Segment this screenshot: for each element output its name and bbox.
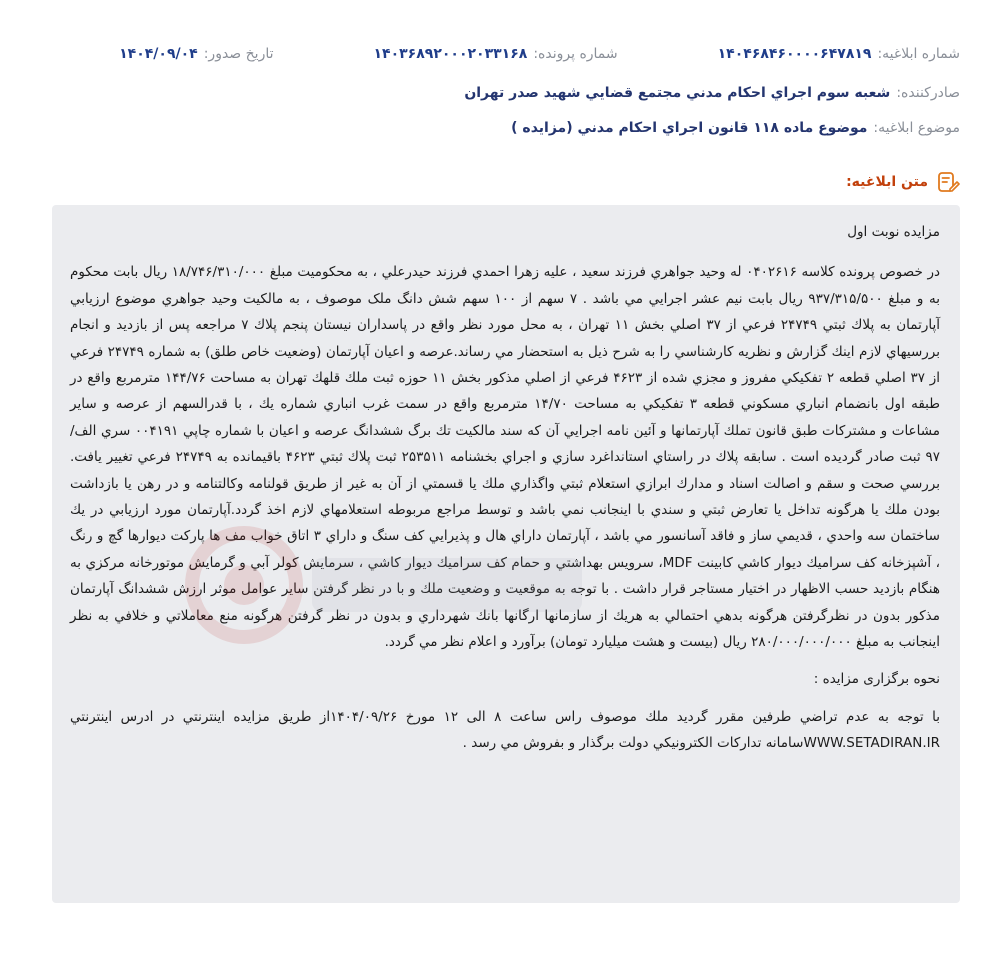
issue-date-label: تاریخ صدور: <box>203 46 274 62</box>
notice-meta-row <box>40 46 960 62</box>
subject-row <box>40 120 960 136</box>
issuer-value: شعبه سوم اجراي احكام مدني مجتمع قضايي شهيد صدر تهران <box>464 85 891 101</box>
subject-label: موضوع ابلاغیه: <box>873 120 960 136</box>
notice-number: ۱۴۰۴۶۸۴۶۰۰۰۰۶۴۷۸۱۹ <box>717 46 872 62</box>
case-number-label: شماره پرونده: <box>533 46 618 62</box>
auction-heading: مزايده نوبت اول <box>847 224 940 240</box>
notice-content-panel <box>52 205 960 903</box>
subject-value: موضوع ماده ۱۱۸ قانون اجراي احكام مدني (مزايده ) <box>511 120 868 136</box>
case-number: ۱۴۰۳۶۸۹۲۰۰۰۲۰۳۳۱۶۸ <box>373 46 528 62</box>
document-edit-icon <box>936 170 960 194</box>
notice-body-title <box>846 170 960 194</box>
notice-body-label: متن ابلاغیه: <box>846 174 928 190</box>
issuer-row <box>40 85 960 101</box>
issue-date: ۱۴۰۴/۰۹/۰۴ <box>119 46 198 62</box>
notice-number-label: شماره ابلاغیه: <box>877 46 960 62</box>
auction-method-heading: نحوه برگزاری مزایده : <box>813 670 940 687</box>
valuation-paragraph: در خصوص پرونده كلاسه ۰۴۰۲۶۱۶ له وحيد جواهري فرزند سعيد ، عليه زهرا احمدي فرزند حيدرعلي ، به محكوميت مبلغ ۱۸/۷۴۶/۳۱۰/۰۰۰ ريال بابت محكوم به و مبلغ ۹۳۷/۳۱۵/۵۰۰ ريال بابت نيم عشر اجرايي مي باشد . ۷ سهم از ۱۰۰ سهم شش دانگ ملک موصوف ، به مالكيت وحيد جواهري موضوع ارزيابي آپارتمان به پلاك ثبتي ۲۴۷۴۹ فرعي از ۳۷ اصلي بخش ۱۱ تهران ، به محل مورد نظر واقع در پاسداران نيستان پنجم پلاك ۷ مراجعه پس از بازديد و انجام بررسيهاي لازم اينك گزارش و نظريه كارشناسي را به شرح ذيل به استحضار مي رساند.عرصه و اعيان آپارتمان (وضعيت خاص طلق) به شماره ۲۴۷۴۹ فرعي از ۳۷ اصلي قطعه ۲ تفكيكي مفروز و مجزي شده از ۴۶۲۳ فرعي از اصلي مذكور بخش ۱۱ حوزه ثبت ملك قلهك تهران به مساحت ۱۴۴/۷۶ مترمربع واقع در طبقه اول بانضمام انباري مسكوني قطعه ۳ تفكيكي به مساحت ۱۴/۷۰ مترمربع واقع در سمت غرب انباري شماره يك ، با قدرالسهم از عرصه و ساير مشاعات و مشتركات طبق قانون تملك آپارتمانها و آئين نامه اجرايي آن كه سند مالكيت تك برگ ششدانگ عرصه و اعيان با شماره چاپي ۰۰۴۱۹۱ سري الف/۹۷ ثبت صادر گرديده است . سابقه پلاك در راستاي استانداغرد سازي و اجراي بخشنامه ۲۵۳۵۱۱ ثبت پلاك ثبتي ۴۶۲۳ باقيمانده به ۲۴۷۴۹ فرعي تغيير يافت. بررسي صحت و سقم و اصالت اسناد و مدارك ابرازي استعلام ثبتي واگذاري ملك يا قسمتي از آن به غير از طريق قولنامه وكالتنامه و در رهن يا بازداشت بودن ملك يا هرگونه تداخل يا تعارض ثبتي و سندي با اينجانب نمي باشد و توسط مراجع مربوطه استعلامهاي لازم اخذ گردد.آپارتمان مورد ارزيابي در يك ساختمان سه واحدي ، قديمي ساز و فاقد آسانسور مي باشد ، آپارتمان داراي هال و پذيرايي كف سنگ و داراي ۳ اتاق خواب مف ها پاركت ديوارها گچ و رنگ ، آشپزخانه كف سراميك ديوار كاشي كابينت MDF، سرويس بهداشتي و حمام كف سراميك ديوار كاشي ، سرمايش كولر آبي و گرمايش موتورخانه مركزي به هنگام بازديد حسب الاظهار در اختيار مستاجر قرار داشت . با توجه به موقعيت و وضعيت ملك و با در نظر گرفتن ساير عوامل موثر ارزش ششدانگ آپارتمان مذكور بدون در نظرگرفتن هرگونه بدهي احتمالي به هريك از سازمانها ارگانها بانك شهرداري و بدون در نظر گرفتن هرگونه منع معاملاتي و خلافي به نظر اينجانب به مبلغ ۲۸۰/۰۰۰/۰۰۰/۰۰۰ ريال (بيست و هشت ميليارد تومان) برآورد و اعلام نظر مي گردد. <box>70 264 941 651</box>
auction-method-paragraph: با توجه به عدم تراضي طرفين مقرر گرديد ملك موصوف راس ساعت ۸ الی ۱۲ مورخ ۱۴۰۴/۰۹/۲۶از طریق مزايده اينترنتي در ادرس اينترنتي WWW.SETADIRAN.IRسامانه تداركات الكترونيكي دولت برگذار و بفروش مي رسد . <box>70 708 940 752</box>
issuer-label: صادرکننده: <box>896 85 960 101</box>
